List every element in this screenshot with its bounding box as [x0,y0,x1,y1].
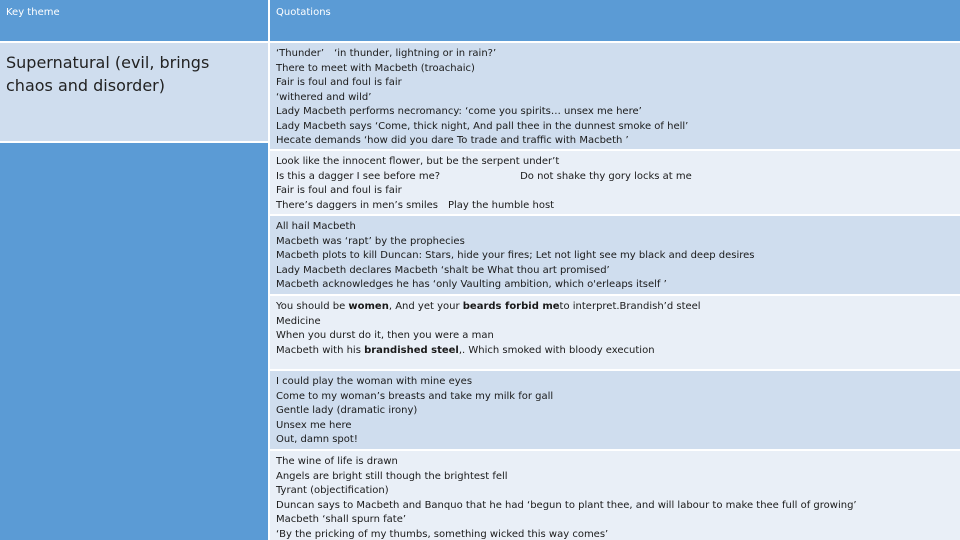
quote-line: Fair is foul and foul is fair [276,77,402,88]
header-quotations-label: Quotations [276,7,331,18]
quote-line: There’s daggers in men’s smiles Play the humble host [276,199,555,211]
quote-line: The wine of life is drawn [276,456,398,467]
quote-line: Lady Macbeth declares Macbeth ‘shalt be What thou art promised’ [276,264,610,276]
quote-row-5 [270,371,960,449]
quote-line: Out, damn spot! [276,434,358,445]
theme-cell [0,43,268,141]
quote-line: You should be women, And yet your beards forbid meto interpret.Brandish’d steel [276,301,701,312]
header-key-theme-label: Key theme [6,7,60,18]
quote-line: Medicine [276,315,321,327]
quote-row-2 [270,151,960,214]
quote-line: Macbeth with his brandished steel,. Which smoked with bloody execution [276,344,655,356]
quote-line: ‘Thunder’ ‘in thunder, lightning or in rain?’ [276,48,497,59]
quote-line: Macbeth acknowledges he has ‘only Vaulting ambition, which o'erleaps itself ’ [276,279,667,290]
quote-row-1 [270,43,960,149]
quote-line: Gentle lady (dramatic irony) [276,405,418,416]
header-key-theme [0,0,268,41]
quote-line: All hail Macbeth [276,221,356,232]
quote-line: There to meet with Macbeth (troachaic) [276,62,475,74]
quote-line: ‘By the pricking of my thumbs, something wicked this way comes’ [276,528,609,540]
quote-line: Unsex me here [276,419,352,431]
header-quotations [270,0,960,41]
quote-row-3 [270,216,960,294]
quote-row-4 [270,296,960,369]
quote-line: Macbeth ‘shall spurn fate’ [276,514,407,525]
quote-line: Is this a dagger I see before me? Do not shake thy gory locks at me [276,170,692,182]
quote-line: ‘withered and wild’ [276,91,372,103]
theme-line-1: Supernatural (evil, brings [6,53,210,72]
quote-line: When you durst do it, then you were a man [276,330,494,341]
quote-line: Come to my woman’s breasts and take my milk for gall [276,390,554,402]
theme-blank-cell [0,143,268,540]
quote-line: Angels are bright still though the brightest fell [276,470,508,482]
quote-line: Lady Macbeth says ‘Come, thick night, And pall thee in the dunnest smoke of hell’ [276,120,689,132]
quote-row-6 [270,451,960,540]
quote-line: Look like the innocent flower, but be the serpent under’t [276,156,560,167]
quote-line: I could play the woman with mine eyes [276,376,473,387]
quote-line: Fair is foul and foul is fair [276,185,402,196]
quote-line: Tyrant (objectification) [276,485,389,496]
theme-line-2: chaos and disorder) [6,76,165,95]
quote-line: Macbeth plots to kill Duncan: Stars, hide your fires; Let not light see my black and deep desires [276,250,755,261]
quote-line: Lady Macbeth performs necromancy: ‘come you spirits… unsex me here’ [276,106,642,117]
quote-line: Hecate demands ‘how did you dare To trade and traffic with Macbeth ’ [276,135,629,146]
quote-line: Macbeth was ‘rapt’ by the prophecies [276,235,465,247]
quote-line: Duncan says to Macbeth and Banquo that he had ‘begun to plant thee, and will labour to make thee full of growing’ [276,499,857,511]
